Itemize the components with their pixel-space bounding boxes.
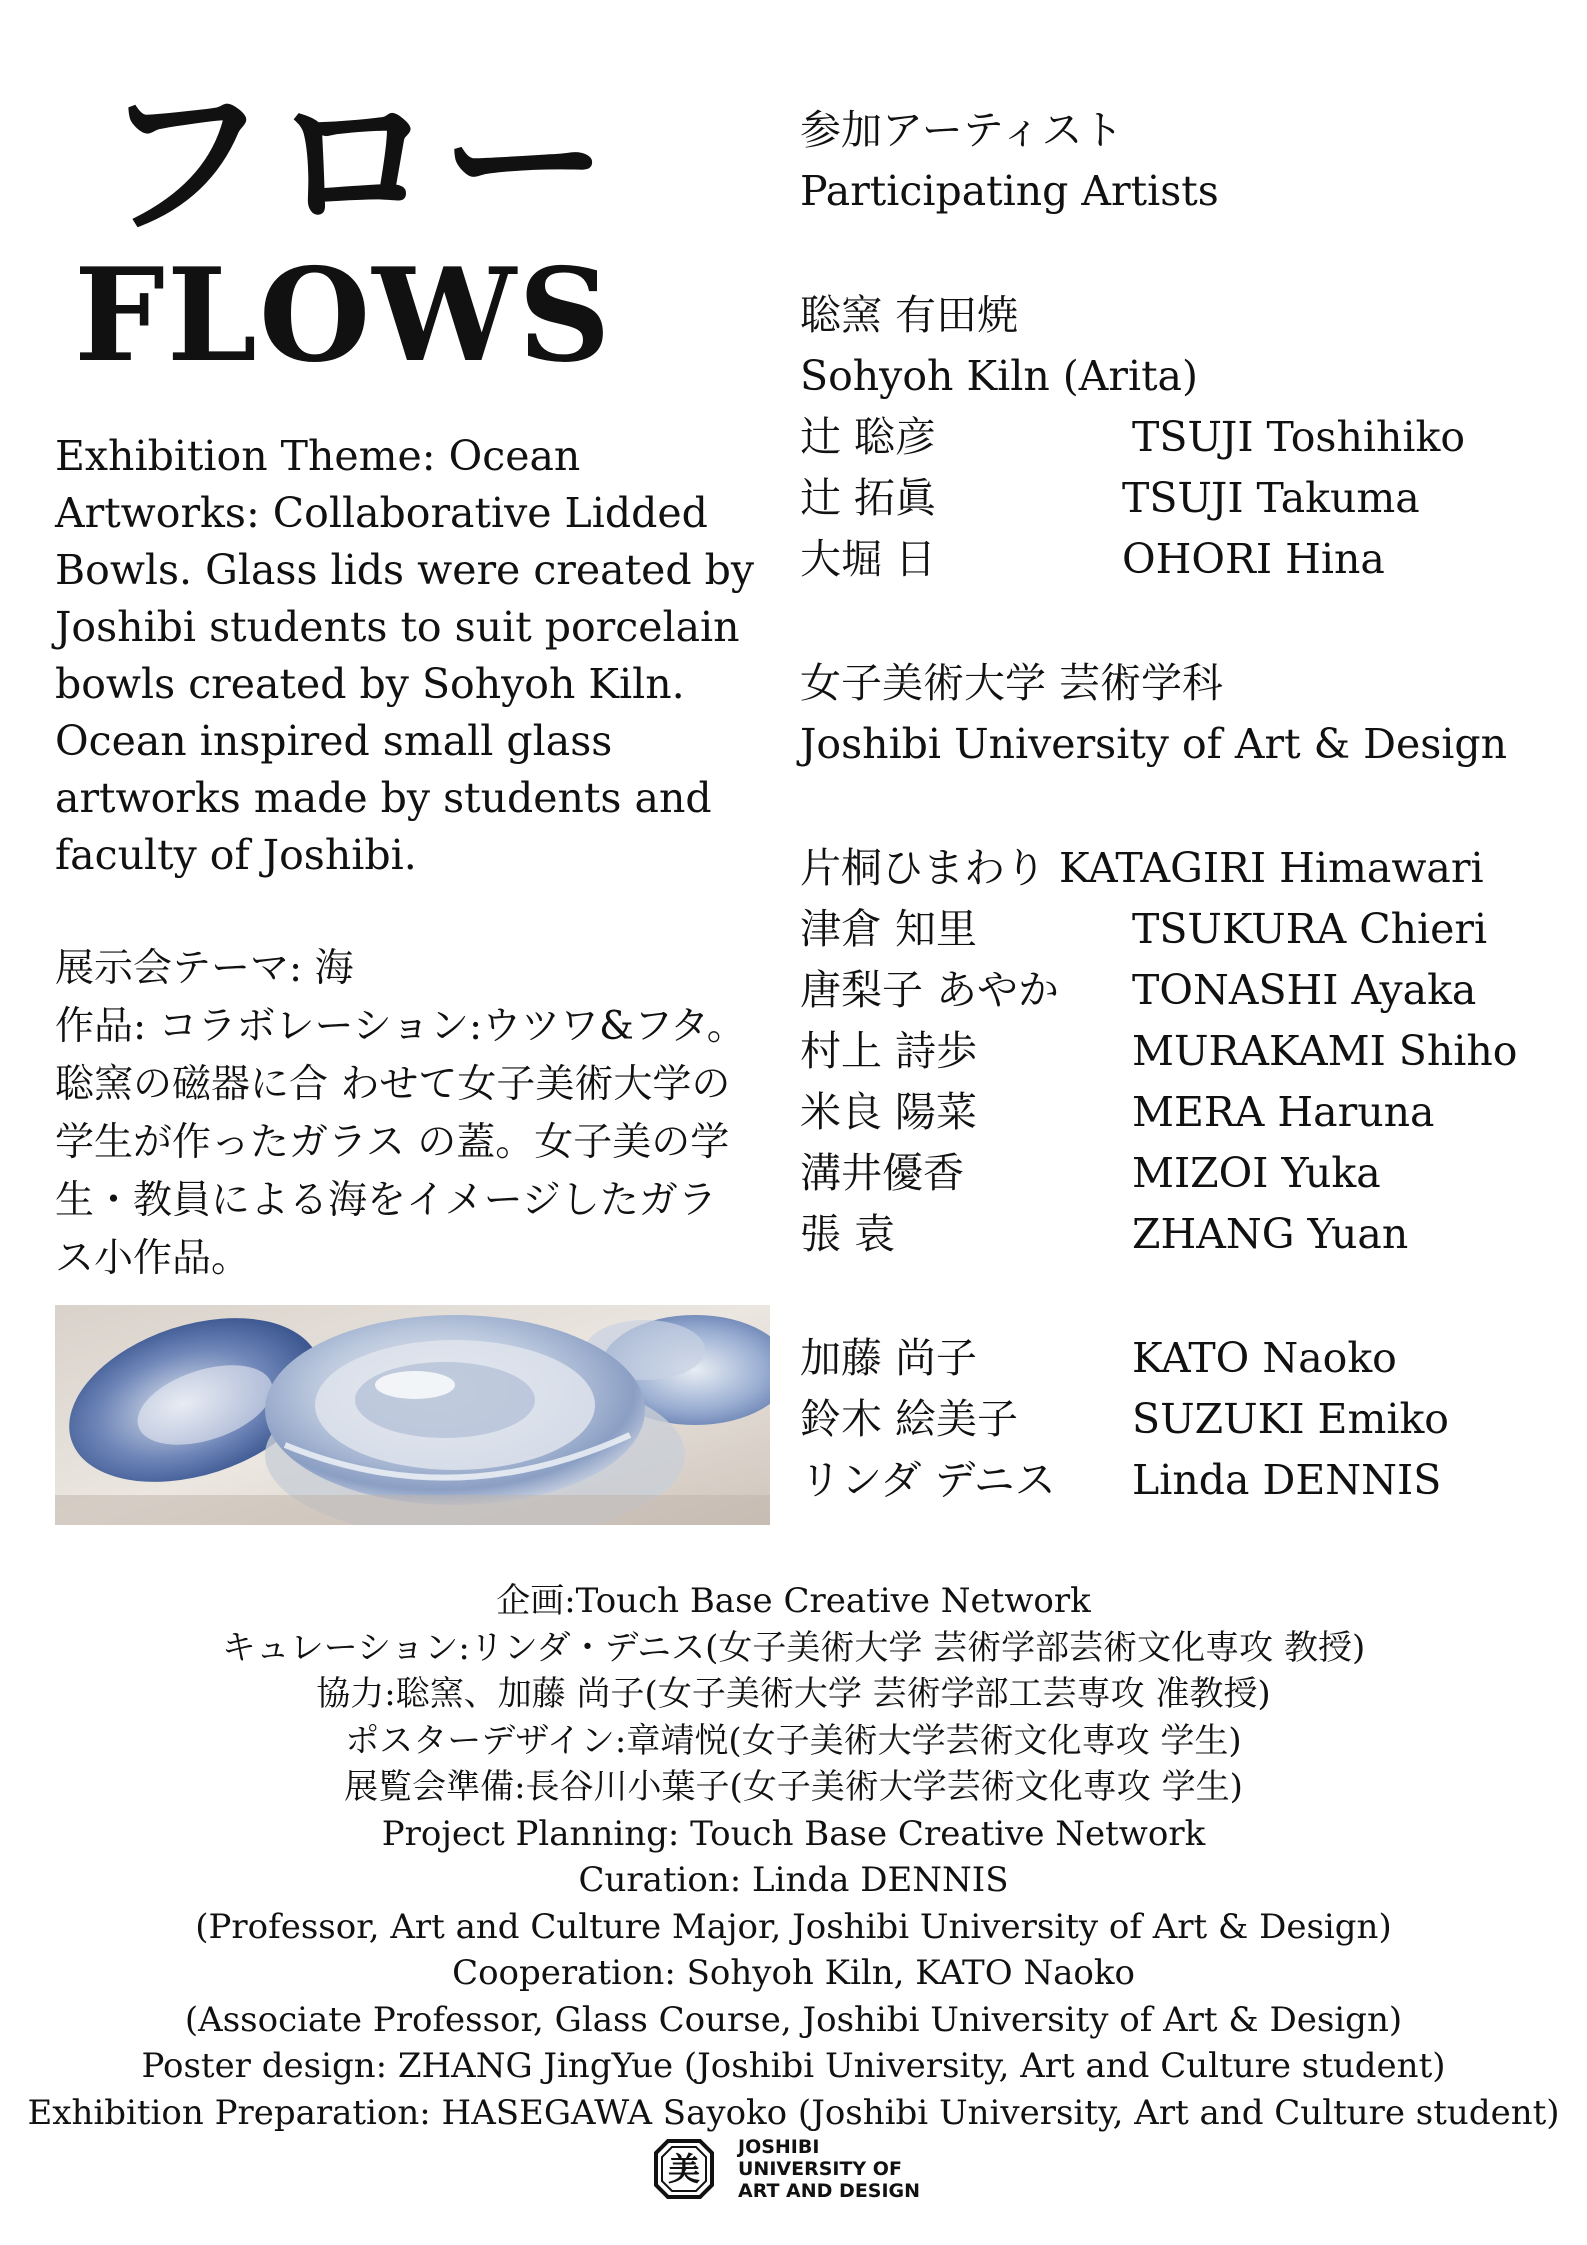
artist-name-en: SUZUKI Emiko [1132, 1395, 1449, 1443]
description-jp-line: 学生が作ったガラス の蓋。女子美の学 [55, 1120, 730, 1165]
credit-line: ポスターデザイン:章靖悦(女子美術大学芸術文化専攻 学生) [345, 1720, 1242, 1761]
participating-artists [800, 100, 1560, 1511]
artist-row [800, 1450, 1560, 1511]
artist-name-jp: 唐梨子 あやか [800, 966, 1060, 1014]
artist-row [800, 1328, 1560, 1389]
artist-name-jp: 溝井優香 [800, 1149, 964, 1197]
artist-name-en: KATO Naoko [1132, 1334, 1397, 1382]
description-jp-line: ス小作品。 [55, 1236, 251, 1281]
credit-line: Poster design: ZHANG JingYue (Joshibi University, Art and Culture student) [141, 2046, 1446, 2086]
description-english [55, 428, 775, 884]
logo-line: ART AND DESIGN [738, 2180, 921, 2202]
description-en-line: Ocean inspired small glass [55, 717, 613, 765]
artist-row [800, 468, 1560, 529]
credit-line: 企画:Touch Base Creative Network [496, 1581, 1091, 1621]
glass-bowls-photo [55, 1305, 770, 1525]
spacer [800, 1265, 1560, 1328]
artist-row [800, 1021, 1560, 1082]
description-en-line: artworks made by students and [55, 774, 712, 822]
artist-name-en: MURAKAMI Shiho [1132, 1027, 1518, 1075]
description-en-line: Joshibi students to suit porcelain [55, 603, 740, 651]
artist-name-en: Linda DENNIS [1132, 1456, 1442, 1504]
artists-heading-en: Participating Artists [800, 167, 1219, 215]
description-jp-line: 作品: コラボレーション:ウツワ&フタ。 [55, 1004, 746, 1049]
title-english: FLOWS [74, 241, 613, 391]
title-japanese: フロー [100, 63, 610, 261]
logo-mark-glyph: 美 [667, 2150, 701, 2188]
kiln-name-en: Sohyoh Kiln (Arita) [800, 352, 1198, 400]
artist-row [800, 1082, 1560, 1143]
credit-line: 展覧会準備:長谷川小葉子(女子美術大学芸術文化専攻 学生) [344, 1767, 1243, 1807]
artist-row [800, 407, 1560, 468]
artist-row [800, 529, 1560, 590]
logo-wordmark [738, 2136, 920, 2202]
university-name-jp: 女子美術大学 芸術学科 [800, 659, 1224, 707]
artist-name-jp: リンダ デニス [800, 1456, 1056, 1504]
artist-row [800, 899, 1560, 960]
credit-line: Project Planning: Touch Base Creative Network [381, 1813, 1206, 1854]
artist-name-en: TONASHI Ayaka [1132, 966, 1477, 1014]
description-jp-line: 聡窯の磁器に合 わせて女子美術大学の [55, 1062, 731, 1107]
logo-line: UNIVERSITY OF [738, 2158, 902, 2180]
artist-row [800, 1143, 1560, 1204]
spacer [800, 590, 1560, 653]
university-name-en: Joshibi University of Art & Design [800, 720, 1508, 768]
credit-line: キュレーション:リンダ・デニス(女子美術大学 芸術学部芸術文化専攻 教授) [221, 1627, 1366, 1668]
artist-row-lead: 片桐ひまわり KATAGIRI Himawari [800, 844, 1484, 892]
artist-name-en: TSUJI Takuma [1122, 474, 1420, 522]
artist-row [800, 1204, 1560, 1265]
description-en-line: Exhibition Theme: Ocean [55, 432, 581, 480]
university-logo [648, 2130, 920, 2208]
artist-name-jp: 辻 拓眞 [800, 474, 937, 522]
artist-name-jp: 津倉 知里 [800, 905, 978, 953]
spacer [800, 222, 1560, 285]
artist-name-jp: 村上 詩歩 [800, 1027, 978, 1075]
artist-name-en: MIZOI Yuka [1132, 1149, 1381, 1197]
description-en-line: Artworks: Collaborative Lidded [55, 489, 708, 537]
artist-name-jp: 大堀 日 [800, 535, 937, 583]
artist-name-jp: 米良 陽菜 [800, 1088, 978, 1136]
credit-line: Exhibition Preparation: HASEGAWA Sayoko (Joshibi University, Art and Culture student) [27, 2092, 1560, 2133]
kiln-name-jp: 聡窯 有田焼 [800, 291, 1019, 339]
credits [0, 1578, 1587, 2136]
credit-line: (Professor, Art and Culture Major, Joshibi University of Art & Design) [195, 1906, 1392, 1947]
artist-row [800, 1389, 1560, 1450]
credit-line: 協力:聡窯、加藤 尚子(女子美術大学 芸術学部工芸専攻 准教授) [316, 1674, 1271, 1714]
logo-line: JOSHIBI [738, 2136, 820, 2158]
artists-heading-jp: 参加アーティスト [800, 106, 1124, 154]
description-en-line: Bowls. Glass lids were created by [55, 546, 755, 594]
description-japanese [55, 940, 795, 1288]
artist-name-jp: 辻 聡彦 [800, 413, 937, 461]
description-en-line: faculty of Joshibi. [55, 831, 417, 879]
artist-row [800, 960, 1560, 1021]
artist-name-jp: 鈴木 絵美子 [800, 1395, 1019, 1443]
artist-name-jp: 加藤 尚子 [800, 1334, 978, 1382]
artist-name-en: TSUKURA Chieri [1132, 905, 1488, 953]
artist-name-en: OHORI Hina [1122, 535, 1385, 583]
description-en-line: bowls created by Sohyoh Kiln. [55, 660, 685, 708]
spacer [800, 775, 1560, 838]
credit-line: Cooperation: Sohyoh Kiln, KATO Naoko [452, 1953, 1135, 1993]
description-jp-line: 展示会テーマ: 海 [55, 946, 354, 991]
description-jp-line: 生・教員による海をイメージしたガラ [55, 1178, 717, 1223]
artist-name-en: MERA Haruna [1132, 1088, 1435, 1136]
artist-name-en: ZHANG Yuan [1132, 1210, 1409, 1258]
artist-name-jp: 張 袁 [800, 1210, 896, 1258]
glass-bowls-image [55, 1305, 770, 1525]
joshibi-logo-icon [648, 2133, 720, 2205]
credit-line: Curation: Linda DENNIS [578, 1860, 1009, 1900]
artist-name-en: TSUJI Toshihiko [1132, 413, 1466, 461]
credit-line: (Associate Professor, Glass Course, Joshibi University of Art & Design) [184, 1999, 1403, 2040]
